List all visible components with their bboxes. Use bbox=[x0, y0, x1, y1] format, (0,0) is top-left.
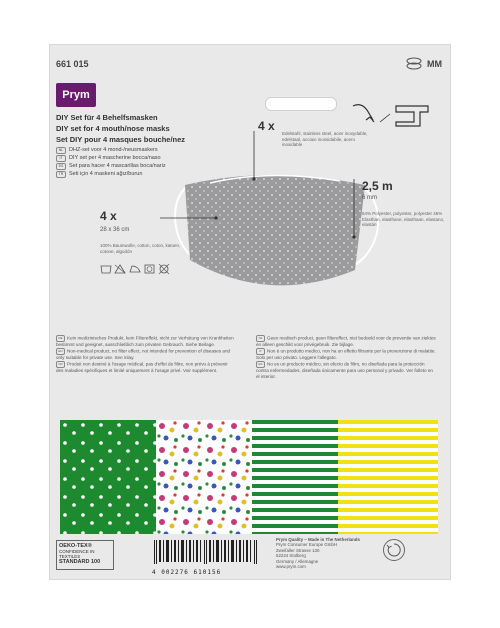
barcode-digits: 4 002276 610156 bbox=[152, 569, 222, 576]
language-line-tr: TR Seti için 4 maskeni ağız/burun bbox=[56, 171, 142, 178]
language-line-it: IT DIY set per 4 mascherine bocca/naso bbox=[56, 155, 161, 162]
disclaimer-de: DE Kein medizinisches Produkt, kein Filtereffekt, nicht zur Verhütung von Krankheiten bestimmt und geeignet, ausschließlich zum privaten Gebrauch. Siehe Beilage. bbox=[56, 335, 234, 347]
elastic-materials: 54% Polyester, polyester, polyester 46% Elasthan, elasthane, elasthaan, elastano, elastán bbox=[362, 211, 445, 227]
elastic-length: 2,5 m bbox=[362, 179, 393, 193]
elastic-leader-line bbox=[350, 179, 370, 239]
disclaimer-left bbox=[56, 335, 236, 374]
title-german: DIY Set für 4 Behelfsmasken bbox=[56, 113, 158, 122]
address-line: Germany / Allemagne bbox=[276, 558, 319, 564]
disclaimer-es: ES No es un producto médico, sin efecto de filtro, no diseñada para la protección contra enfermedades, diseñada únicamente para uso personal y privado. Ver folleto en el interior. bbox=[256, 361, 433, 379]
size-label: MM bbox=[427, 59, 442, 69]
prym-logo: Prym bbox=[56, 83, 96, 107]
sku-number: 661 015 bbox=[56, 59, 89, 69]
barcode bbox=[152, 540, 262, 576]
fabric-count: 4 x bbox=[100, 209, 117, 223]
sewing-size-icon bbox=[405, 57, 423, 71]
language-line-es: ES Set para hacer 4 mascarillas boca/nariz bbox=[56, 163, 166, 170]
address-line: Zweifaller Strasse 130 bbox=[276, 547, 320, 553]
care-symbols-icon bbox=[100, 263, 172, 275]
disclaimer-en: EN Non-medical product, no filter effect, not intended for prevention of diseases and only suitable for private use. See inlay. bbox=[56, 348, 231, 360]
oeko-tex-title: OEKO-TEX® bbox=[59, 543, 92, 549]
hanging-hole bbox=[265, 97, 337, 111]
swatch-yellow-stripes bbox=[338, 420, 438, 534]
title-english: DIY set for 4 mouth/nose masks bbox=[56, 124, 170, 133]
disclaimer-fr: FR Produit non destiné à l'usage médical, pas d'effet de filtre, non prévu à prévenir des maladies spécifiques et limité uniquement à l'usage privé. Voir supplément. bbox=[56, 361, 228, 373]
manufacturer-address bbox=[276, 537, 360, 569]
fabric-materials: 100% Baumwolle, cotton, coton, katoen, cotone, algodón bbox=[100, 243, 181, 254]
disclaimer-nl: NL Geen medisch product, geen filtereffect, niet bedoeld voor de preventie van ziektes en alleen geschikt voor privégebruik. Zie bijlage. bbox=[256, 335, 436, 347]
address-line: Prym Quality – Made in The Netherlands bbox=[276, 537, 360, 542]
barcode-bars bbox=[152, 540, 262, 564]
fabric-leader-line bbox=[160, 213, 220, 223]
product-card bbox=[49, 44, 451, 580]
wire-materials: Edelstahl, stainless steel, acier inoxydable, edelstaal, acciaio inossidabile, acero inoxidable bbox=[282, 131, 368, 147]
sewing-machine-icon bbox=[348, 100, 438, 132]
swatch-floral bbox=[156, 420, 252, 534]
fabric-swatches bbox=[60, 420, 438, 534]
address-line: www.prym.com bbox=[276, 564, 306, 570]
wire-leader-line bbox=[250, 131, 280, 181]
elastic-width: 6 mm bbox=[362, 195, 377, 201]
oeko-tex-label bbox=[56, 540, 114, 570]
disclaimer-right bbox=[256, 335, 436, 380]
swatch-green-stripes bbox=[252, 420, 338, 534]
language-line-nl: NL DHZ-set voor 4 mond-/neusmaskers bbox=[56, 147, 158, 154]
wire-count: 4 x bbox=[258, 119, 275, 133]
address-line: 52224 Stolberg bbox=[276, 553, 306, 559]
oeko-tex-subtitle: CONFIDENCE IN TEXTILES bbox=[59, 549, 95, 559]
title-french: Set DIY pour 4 masques bouche/nez bbox=[56, 135, 186, 144]
oeko-tex-standard: STANDARD 100 bbox=[59, 559, 101, 565]
disclaimer-it: IT Non è un prodotto medico, non ha un effetto filtrante per la prevenzione di malattie. Solo per uso privato. Leggere l'allegato. bbox=[256, 348, 436, 360]
address-line: Prym Consumer Europe GmbH bbox=[276, 542, 337, 548]
swatch-green-dots bbox=[60, 420, 156, 534]
recycle-icon bbox=[383, 539, 405, 561]
fabric-size: 28 x 36 cm bbox=[100, 227, 130, 233]
